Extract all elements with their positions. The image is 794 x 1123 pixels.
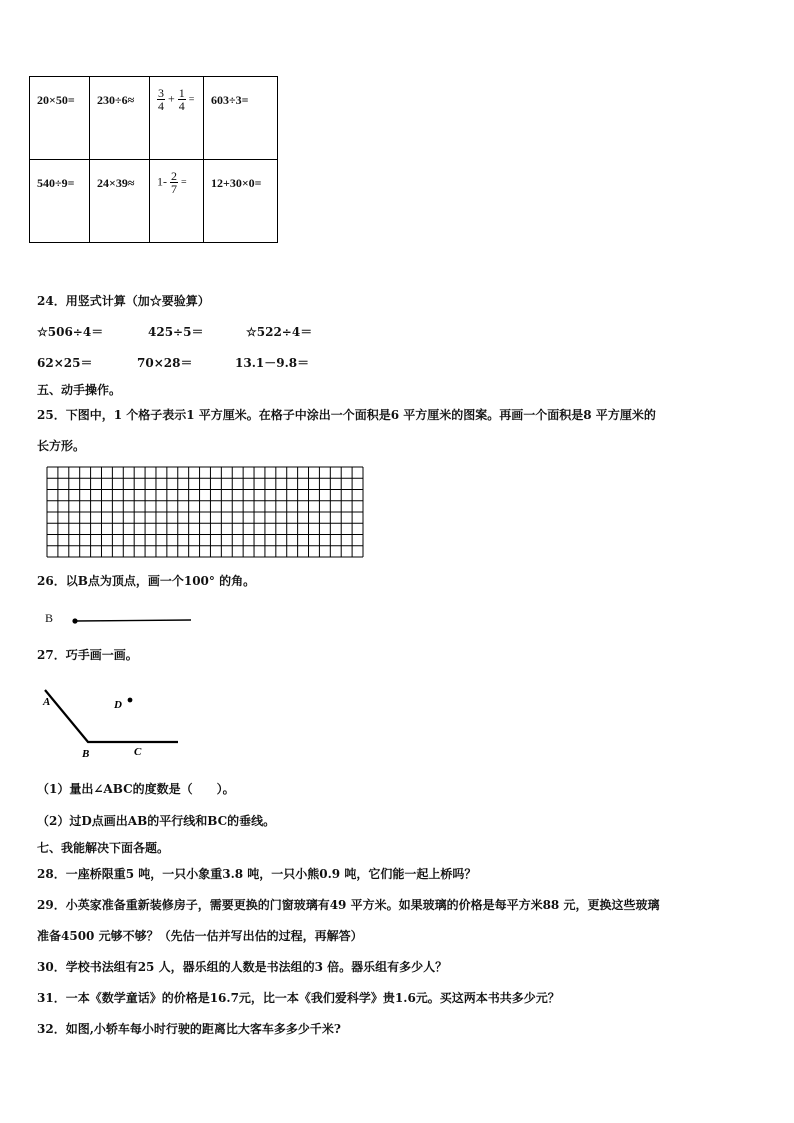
q24-item: ☆506÷4＝ <box>37 325 104 339</box>
table-cell: 540÷9= <box>30 160 90 243</box>
square-grid <box>46 466 364 558</box>
q24-title: 24．用竖式计算（加☆要验算） <box>37 294 210 308</box>
section-heading: 七、我能解决下面各题。 <box>37 841 170 855</box>
q29-text-cont: 准备4500 元够不够？（先估一估并写出估的过程，再解答） <box>37 929 363 943</box>
table-row <box>30 160 278 243</box>
table-cell-fraction: $\frac{3}{4}$ + $\frac{1}{4}$ = <box>150 77 204 160</box>
q31-text: 31．一本《数学童话》的价格是16.7元，比一本《我们爱科学》贵1.6元。买这两本书共多少元？ <box>37 991 560 1005</box>
q24-item: ☆522÷4＝ <box>246 325 313 339</box>
point-d <box>128 698 133 703</box>
q24-item: 70×28＝ <box>137 356 193 370</box>
table-cell: 24×39≈ <box>90 160 150 243</box>
table-cell: 20×50= <box>30 77 90 160</box>
table-cell: 230÷6≈ <box>90 77 150 160</box>
label-a: A <box>43 696 51 708</box>
table-cell: 603÷3= <box>204 77 278 160</box>
table-cell-fraction: 1- $\frac{2}{7}$ = <box>150 160 204 243</box>
q25-text: 25．下图中，1 个格子表示1 平方厘米。在格子中涂出一个面积是6 平方厘米的图案。再画一个面积是8 平方厘米的 <box>37 408 656 422</box>
q24-item: 13.1－9.8＝ <box>235 356 310 370</box>
q24-item: 62×25＝ <box>37 356 93 370</box>
q27-sub2: （2）过D点画出AB的平行线和BC的垂线。 <box>37 814 276 828</box>
label-c: C <box>134 746 142 758</box>
q32-text: 32．如图,小轿车每小时行驶的距离比大客车多多少千米? <box>37 1022 341 1036</box>
q27-sub1: （1）量出∠ABC的度数是（ ）。 <box>37 782 235 796</box>
angle-abc <box>45 690 178 742</box>
angle-abc-figure <box>40 684 185 764</box>
label-d: D <box>114 699 122 711</box>
q25-text-cont: 长方形。 <box>37 439 86 453</box>
ray-from-b <box>70 616 194 626</box>
q28-text: 28．一座桥限重5 吨，一只小象重3.8 吨，一只小熊0.9 吨，它们能一起上桥吗？ <box>37 867 477 881</box>
point-b-label: B <box>45 611 54 625</box>
q29-text: 29．小英家准备重新装修房子，需要更换的门窗玻璃有49 平方米。如果玻璃的价格是每平方米88 元，更换这些玻璃 <box>37 898 660 912</box>
table-cell: 12+30×0= <box>204 160 278 243</box>
label-b: B <box>82 748 90 760</box>
section-heading: 五、动手操作。 <box>37 383 122 397</box>
ray-line <box>75 620 191 621</box>
q24-item: 425÷5＝ <box>148 325 204 339</box>
table-row <box>30 77 278 160</box>
q26-text: 26．以B点为顶点，画一个100° 的角。 <box>37 574 256 588</box>
q30-text: 30．学校书法组有25 人，器乐组的人数是书法组的3 倍。器乐组有多少人？ <box>37 960 448 974</box>
q27-text: 27．巧手画一画。 <box>37 648 138 662</box>
calculation-table <box>29 76 278 243</box>
